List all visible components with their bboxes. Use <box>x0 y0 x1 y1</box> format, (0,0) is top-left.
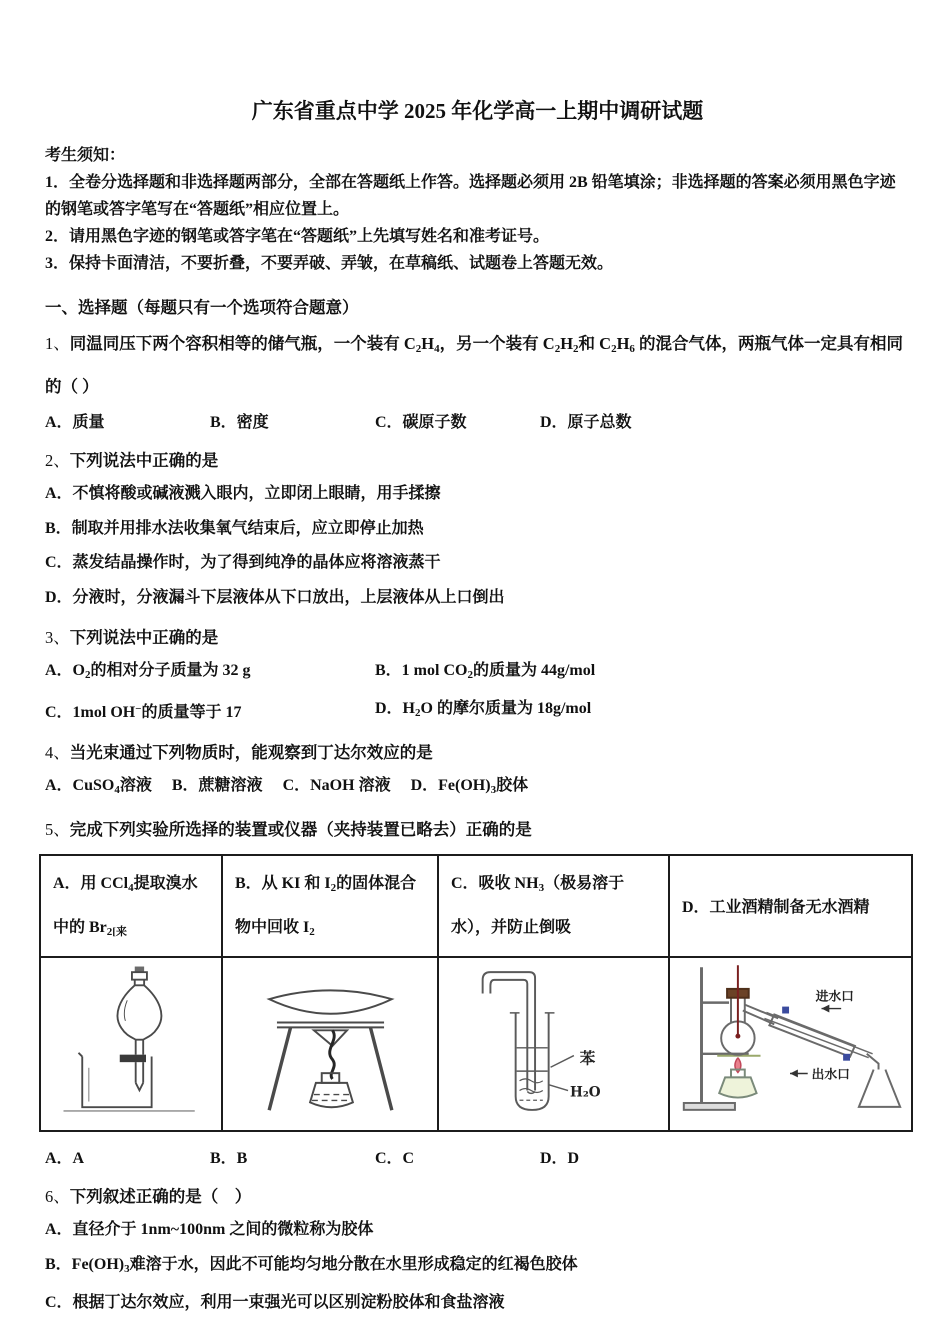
option-c: C．NaOH 溶液 <box>282 777 391 794</box>
answer-row <box>45 1144 910 1174</box>
table-header-cell-a: A．用 CCl$_4$提取溴水中的 $Br_{2[来}$ <box>40 855 222 957</box>
notice-item: 3．保持卡面清洁，不要折叠，不要弄破、弄皱，在草稿纸、试题卷上答题无效。 <box>45 255 614 272</box>
water-outlet-label: 出水口 <box>811 1066 850 1082</box>
question-text: 当光束通过下列物质时，能观察到丁达尔效应的是 <box>69 743 433 762</box>
option-a: A．A <box>45 1150 85 1167</box>
question-number: 5、 <box>45 820 70 839</box>
question-number: 6、 <box>45 1187 70 1206</box>
option-c: C．碳原子数 <box>375 414 467 431</box>
page-title: 广东省重点中学 2025 年化学高一上期中调研试题 <box>251 99 704 123</box>
option-d: D．$H_2O$ 的摩尔质量为 18g/mol <box>375 700 592 719</box>
option-c: C．1mol OH−的质量等于 17 <box>45 703 242 721</box>
distillation-diagram <box>672 963 910 1121</box>
question-number: 3、 <box>45 628 70 647</box>
question-4 <box>45 736 910 807</box>
question-6 <box>45 1180 910 1321</box>
option-b: B．1 mol $CO_2$的质量为 44g/mol <box>375 662 596 681</box>
question-number: 1、 <box>45 334 70 353</box>
notice-item: 1．全卷分选择题和非选择题两部分，全部在答题纸上作答。选择题必须用 2B 铅笔填涂；非选择题的答案必须用黑色字迹的钢笔或答字笔写在“答题纸”相应位置上。 <box>45 174 896 218</box>
gas-absorption-diagram <box>471 963 636 1121</box>
option-d: D．分液时，分液漏斗下层液体从下口放出，上层液体从上口倒出 <box>45 588 505 606</box>
option-c: C．C <box>375 1150 415 1167</box>
question-number: 4、 <box>45 743 70 762</box>
separating-funnel-diagram <box>56 962 206 1122</box>
question-1 <box>45 325 910 438</box>
question-2 <box>45 444 910 615</box>
table-header-row <box>40 855 912 957</box>
option-row <box>45 769 910 807</box>
option-b: B．蔗糖溶液 <box>171 777 263 794</box>
option-c: C．蒸发结晶操作时，为了得到纯净的晶体应将溶液蒸干 <box>45 554 441 571</box>
option-a: A．质量 <box>45 414 105 431</box>
diagram-cell-b <box>222 957 438 1131</box>
table-header-cell-c: C．吸收 $NH_3$（极易溶于水），并防止倒吸 <box>438 855 669 957</box>
section-heading: 一、选择题（每题只有一个选项符合题意） <box>45 298 359 317</box>
option-b: B．B <box>210 1150 248 1167</box>
water-label: H₂O <box>570 1083 601 1100</box>
option-d: D．原子总数 <box>540 414 632 431</box>
diagram-cell-c <box>438 957 669 1131</box>
question-text: 下列叙述正确的是（ ） <box>69 1187 252 1206</box>
option-b: B．制取并用排水法收集氧气结束后，应立即停止加热 <box>45 519 424 537</box>
option-b: B．密度 <box>210 414 269 431</box>
question-text: 完成下列实验所选择的装置或仪器（夹持装置已略去）正确的是 <box>69 820 532 839</box>
table-header-cell-d: D．工业酒精制备无水酒精 <box>669 855 912 957</box>
water-inlet-label: 进水口 <box>815 989 854 1005</box>
apparatus-table <box>39 854 913 1132</box>
question-text: 下列说法中正确的是 <box>69 628 219 647</box>
option-a: A．$O_2$的相对分子质量为 32 g <box>45 662 251 681</box>
option-a: A．不慎将酸或碱液溅入眼内，立即闭上眼睛，用手揉擦 <box>45 485 441 502</box>
question-5 <box>45 813 910 1174</box>
option-d: D．$Fe(OH)_3$胶体 <box>410 777 529 796</box>
evaporation-tripod-diagram <box>238 963 423 1121</box>
option-b: B．$Fe(OH)_3$难溶于水，因此不可能均匀地分散在水里形成稳定的红褐色胶体 <box>45 1255 578 1275</box>
notice-section <box>45 142 910 277</box>
table-header-cell-b: B．从 KI 和 $I_2$的固体混合物中回收 $I_2$ <box>222 855 438 957</box>
option-grid <box>45 654 910 730</box>
diagram-cell-d <box>669 957 912 1131</box>
option-d: D．D <box>540 1150 580 1167</box>
benzene-label: 苯 <box>579 1047 596 1067</box>
diagram-cell-a <box>40 957 222 1131</box>
table-diagram-row <box>40 957 912 1131</box>
notice-item: 2．请用黑色字迹的钢笔或答字笔在“答题纸”上先填写姓名和准考证号。 <box>45 228 550 245</box>
question-3 <box>45 621 910 730</box>
option-a: A．CuSO$_4$溶液 <box>45 777 152 796</box>
question-text: 下列说法中正确的是 <box>69 451 219 470</box>
option-c: C．根据丁达尔效应，利用一束强光可以区别淀粉胶体和食盐溶液 <box>45 1294 505 1311</box>
option-row <box>45 408 910 438</box>
question-number: 2、 <box>45 451 70 470</box>
question-text: 同温同压下两个容积相等的储气瓶，一个装有 $C_2H_4$，另一个装有 $C_2H_2$和 $C_2H_6$ 的混合气体，两瓶气体一定具有相同的（ ） <box>45 334 904 396</box>
option-a: A．直径介于 1nm~100nm 之间的微粒称为胶体 <box>45 1221 374 1238</box>
notice-heading: 考生须知： <box>45 147 126 164</box>
